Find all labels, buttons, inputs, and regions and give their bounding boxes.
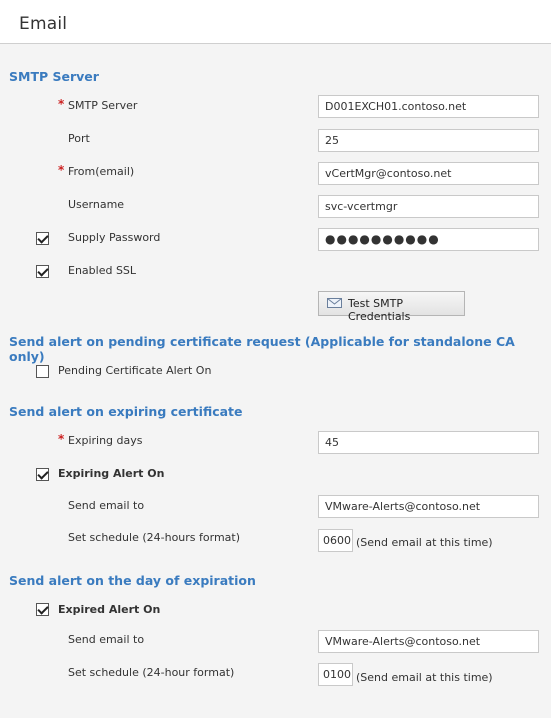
smtp-server-label: SMTP Server [68, 99, 138, 112]
required-marker: * [58, 97, 65, 111]
expiring-send-to-label: Send email to [68, 499, 145, 512]
expiration-send-to-label: Send email to [68, 633, 145, 646]
expiring-days-label: Expiring days [68, 434, 143, 447]
port-label: Port [68, 132, 90, 145]
expiring-schedule-label: Set schedule (24-hours format) [68, 531, 241, 544]
test-smtp-credentials-label: Test SMTP Credentials [348, 297, 411, 323]
expiring-send-to-input[interactable]: VMware-Alerts@contoso.net [318, 495, 539, 518]
expiration-schedule-hint: (Send email at this time) [356, 671, 493, 684]
expiration-send-to-input[interactable]: VMware-Alerts@contoso.net [318, 630, 539, 653]
expired-alert-checkbox[interactable] [36, 603, 49, 616]
expiring-schedule-input[interactable]: 0600 [318, 529, 353, 552]
from-email-input[interactable]: vCertMgr@contoso.net [318, 162, 539, 185]
enabled-ssl-checkbox[interactable] [36, 265, 49, 278]
pending-alert-label: Pending Certificate Alert On [58, 364, 212, 377]
username-input[interactable]: svc-vcertmgr [318, 195, 539, 218]
expiration-schedule-input[interactable]: 0100 [318, 663, 353, 686]
expiring-days-input[interactable]: 45 [318, 431, 539, 454]
expiring-section-title: Send alert on expiring certificate [9, 404, 243, 419]
expiring-schedule-hint: (Send email at this time) [356, 536, 493, 549]
from-email-label: From(email) [68, 165, 135, 178]
password-input[interactable]: ●●●●●●●●●● [318, 228, 539, 251]
supply-password-label: Supply Password [68, 231, 161, 244]
enabled-ssl-label: Enabled SSL [68, 264, 137, 277]
pending-section-title: Send alert on pending certificate request (Applicable for standalone CA only) [9, 334, 515, 364]
required-marker: * [58, 163, 65, 177]
expiring-alert-label: Expiring Alert On [58, 467, 165, 480]
required-marker: * [58, 432, 65, 446]
supply-password-checkbox[interactable] [36, 232, 49, 245]
page-title: Email [19, 14, 68, 34]
smtp-server-input[interactable]: D001EXCH01.contoso.net [318, 95, 539, 118]
smtp-section-title: SMTP Server [9, 69, 99, 84]
expiration-section-title: Send alert on the day of expiration [9, 573, 256, 588]
expiring-alert-checkbox[interactable] [36, 468, 49, 481]
test-smtp-credentials-button[interactable] [318, 291, 465, 323]
envelope-icon [327, 298, 342, 308]
username-label: Username [68, 198, 125, 211]
port-input[interactable]: 25 [318, 129, 539, 152]
expiration-schedule-label: Set schedule (24-hour format) [68, 666, 235, 679]
pending-alert-checkbox[interactable] [36, 365, 49, 378]
page-header [0, 0, 551, 44]
expired-alert-label: Expired Alert On [58, 603, 161, 616]
